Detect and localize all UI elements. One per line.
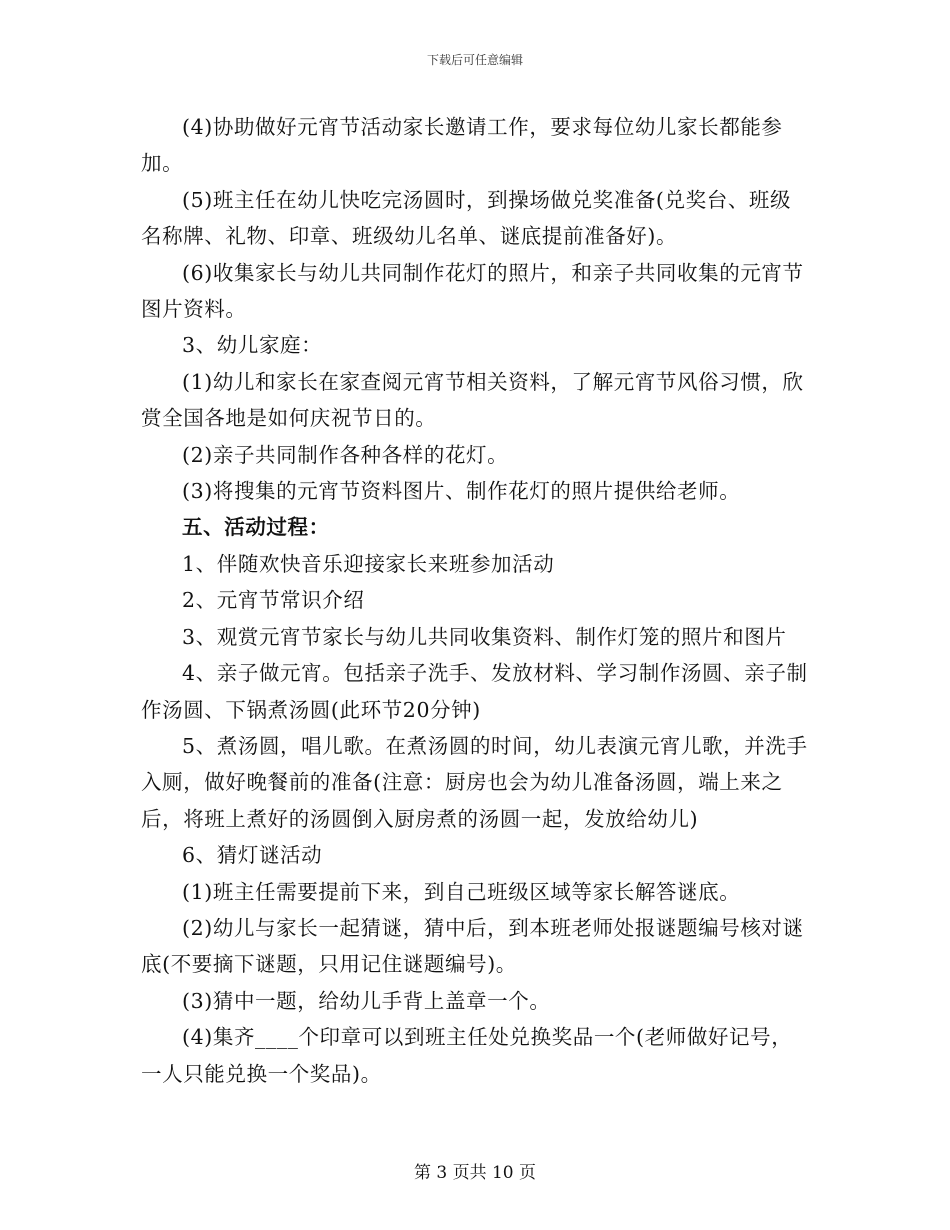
riddle-step-1: (1)班主任需要提前下来，到自己班级区域等家长解答谜底。 xyxy=(182,879,741,904)
page-header: 下载后可任意编辑 xyxy=(426,53,523,67)
riddle-step-3: (3)猜中一题，给幼儿手背上盖章一个。 xyxy=(182,988,551,1013)
paragraph-family-3: (3)将搜集的元宵节资料图片、制作花灯的照片提供给老师。 xyxy=(182,479,741,504)
paragraph-family-1: (1)幼儿和家长在家查阅元宵节相关资料，了解元宵节风俗习惯，欣赏全国各地是如何庆祝节日的。 xyxy=(141,369,804,431)
riddle-step-2: (2)幼儿与家长一起猜谜，猜中后，到本班老师处报谜题编号核对谜底(不要摘下谜题，只用记住谜题编号)。 xyxy=(141,915,804,977)
riddle-step-4: (4)集齐____个印章可以到班主任处兑换奖品一个(老师做好记号，一人只能兑换一个奖品)。 xyxy=(141,1025,793,1086)
process-step-3: 3、观赏元宵节家长与幼儿共同收集资料、制作灯笼的照片和图片 xyxy=(182,624,787,649)
paragraph-prep-6: (6)收集家长与幼儿共同制作花灯的照片，和亲子共同收集的元宵节图片资料。 xyxy=(141,260,804,322)
process-step-1: 1、伴随欢快音乐迎接家长来班参加活动 xyxy=(182,551,555,576)
process-step-5: 5、煮汤圆，唱儿歌。在煮汤圆的时间，幼儿表演元宵儿歌，并洗手入厕，做好晚餐前的准备(注意：厨房也会为幼儿准备汤圆，端上来之后，将班上煮好的汤圆倒入厨房煮的汤圆一起，发放给幼儿) xyxy=(141,733,808,831)
page-number: 第 3 页共 10 页 xyxy=(413,1163,537,1183)
paragraph-family-2: (2)亲子共同制作各种各样的花灯。 xyxy=(182,442,509,467)
section-process-heading: 五、活动过程： xyxy=(182,515,330,540)
paragraph-prep-4: (4)协助做好元宵节活动家长邀请工作，要求每位幼儿家长都能参加。 xyxy=(141,115,783,176)
section-family-heading: 3、幼儿家庭： xyxy=(182,333,323,358)
process-step-6: 6、猜灯谜活动 xyxy=(182,843,323,868)
paragraph-prep-5: (5)班主任在幼儿快吃完汤圆时，到操场做兑奖准备(兑奖台、班级名称牌、礼物、印章、班级幼儿名单、谜底提前准备好)。 xyxy=(141,187,792,249)
process-step-4: 4、亲子做元宵。包括亲子洗手、发放材料、学习制作汤圆、亲子制作汤圆、下锅煮汤圆(此环节20分钟) xyxy=(141,661,808,722)
document-body xyxy=(141,109,811,1092)
process-step-2: 2、元宵节常识介绍 xyxy=(182,588,365,613)
